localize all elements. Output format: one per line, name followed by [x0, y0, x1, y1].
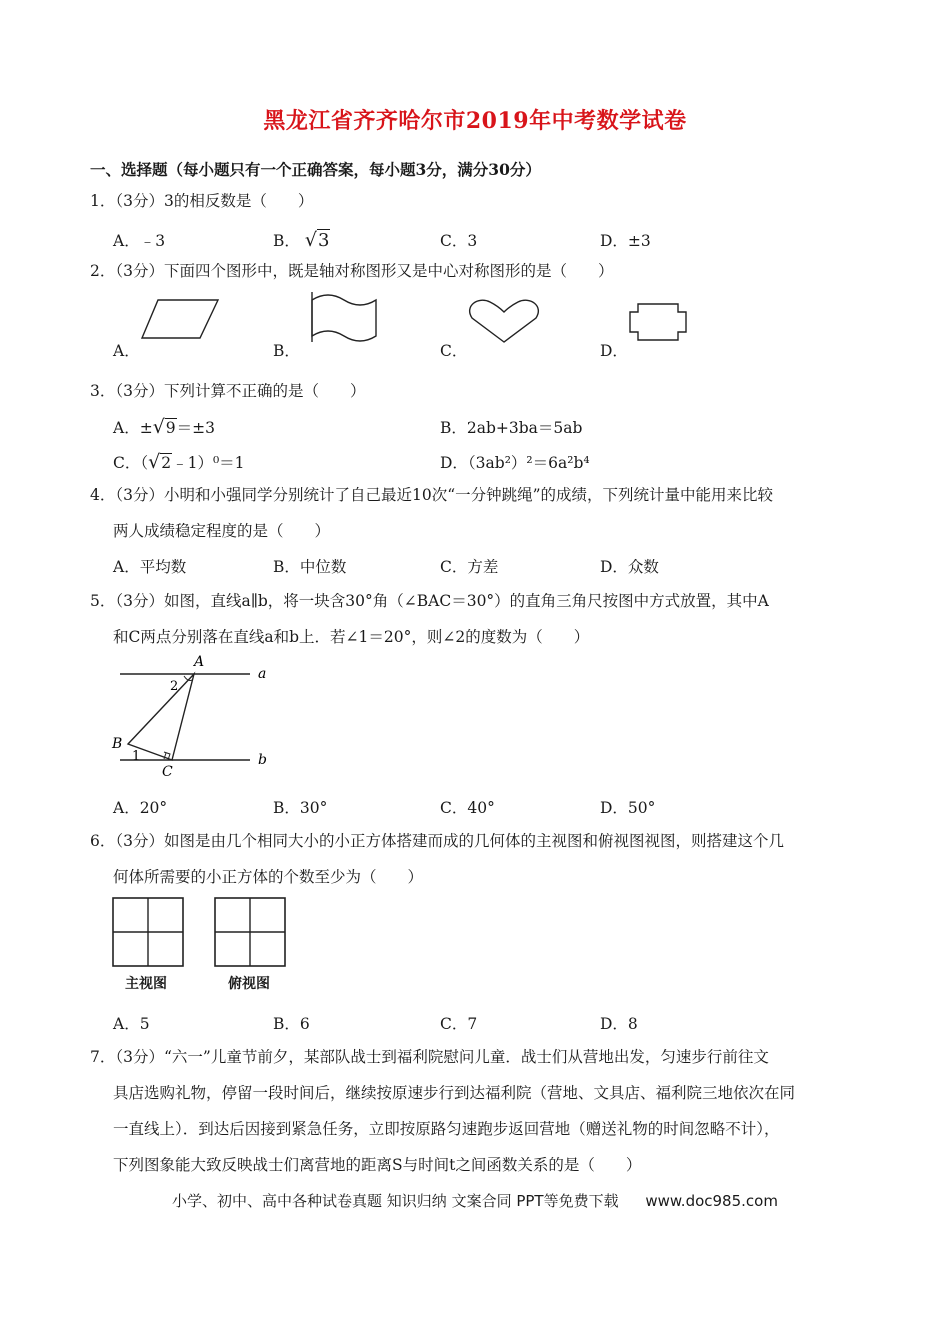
question-7-line2: 具店选购礼物，停留一段时间后，继续按原速步行到达福利院（营地、文具店、福利院三地依次在同 [113, 1084, 796, 1102]
q3-option-c-prefix: C．（ [113, 454, 149, 472]
front-view-label: 主视图 [125, 976, 167, 992]
cross-shape-figure [626, 302, 690, 342]
q3-option-c-suffix: ﹣1）⁰＝1 [172, 454, 245, 472]
q2-option-c: C． [440, 342, 468, 360]
question-2-stem: 2．（3分）下面四个图形中，既是轴对称图形又是中心对称图形的是（ ） [90, 262, 614, 280]
q1-option-b [273, 229, 330, 251]
q4-option-c: C．方差 [440, 558, 499, 576]
label-line-b: b [258, 752, 267, 768]
sqrt-icon: √ [148, 451, 161, 473]
q5-option-b: B．30° [273, 799, 328, 817]
question-7-line3: 一直线上）．到达后因接到紧急任务，立即按原路匀速跑步返回营地（赠送礼物的时间忽略不计）， [113, 1120, 780, 1138]
flag-shape-figure [308, 292, 380, 344]
question-7-line1: 7．（3分）“六一”儿童节前夕，某部队战士到福利院慰问儿童．战士们从营地出发，匀速步行前往文 [90, 1048, 769, 1066]
q5-option-d: D．50° [600, 799, 656, 817]
question-7-line4: 下列图象能大致反映战士们离营地的距离S与时间t之间函数关系的是（ ） [113, 1156, 642, 1174]
q6-option-a: A．5 [113, 1015, 150, 1033]
top-view-label: 俯视图 [228, 976, 270, 992]
q6-option-d: D．8 [600, 1015, 638, 1033]
label-angle-1: 1 [132, 749, 141, 764]
q3-option-a-radicand: 9 [165, 419, 176, 437]
sqrt-icon: √ [304, 229, 317, 251]
heart-shape-figure [468, 298, 540, 344]
q3-option-d: D．（3ab²）²＝6a²b⁴ [440, 454, 590, 472]
section-heading: 一、选择题（每小题只有一个正确答案，每小题3分，满分30分） [90, 160, 541, 179]
page-footer [0, 1190, 950, 1211]
q1-option-b-prefix: B． [273, 232, 300, 250]
q3-option-b: B．2ab+3ba＝5ab [440, 419, 583, 437]
q3-option-a-suffix: ＝±3 [176, 419, 216, 437]
q3-option-a [113, 416, 215, 438]
q5-option-a: A．20° [113, 799, 168, 817]
question-4-stem-line1: 4．（3分）小明和小强同学分别统计了自己最近10次“一分钟跳绳”的成绩，下列统计量中能用来比较 [90, 486, 774, 504]
question-1-stem: 1．（3分）3的相反数是（ ） [90, 192, 314, 210]
q3-option-a-prefix: A．± [113, 419, 153, 437]
parallelogram-figure [140, 298, 220, 342]
question-3-stem: 3．（3分）下列计算不正确的是（ ） [90, 382, 366, 400]
q6-option-c: C．7 [440, 1015, 478, 1033]
label-point-a: A [194, 654, 205, 670]
sqrt-icon: √ [152, 416, 165, 438]
label-angle-2: 2 [170, 679, 179, 694]
q2-option-a: A． [113, 342, 140, 360]
q3-option-c [113, 451, 245, 473]
q3-option-c-radicand: 2 [161, 454, 172, 472]
q1-option-c: C．3 [440, 232, 478, 250]
footer-site[interactable]: www.doc985.com [645, 1192, 778, 1210]
q2-option-b: B． [273, 342, 300, 360]
question-6-stem-line1: 6．（3分）如图是由几个相同大小的小正方体搭建而成的几何体的主视图和俯视图视图，则搭建这个几 [90, 832, 784, 850]
q1-option-b-radicand: 3 [317, 230, 330, 251]
parallel-lines-triangle-figure [110, 652, 280, 780]
q4-option-d: D．众数 [600, 558, 659, 576]
question-4-stem-line2: 两人成绩稳定程度的是（ ） [113, 522, 331, 540]
page-title: 黑龙江省齐齐哈尔市2019年中考数学试卷 [263, 108, 687, 134]
label-line-a: a [258, 666, 267, 682]
footer-text: 小学、初中、高中各种试卷真题 知识归纳 文案合同 PPT等免费下载 [172, 1192, 619, 1210]
q4-option-a: A．平均数 [113, 558, 187, 576]
question-5-stem-line2: 和C两点分别落在直线a和b上．若∠1＝20°，则∠2的度数为（ ） [113, 628, 590, 646]
front-view-grid-figure [112, 897, 186, 967]
q1-option-a: A．﹣3 [113, 232, 166, 250]
question-6-stem-line2: 何体所需要的小正方体的个数至少为（ ） [113, 868, 424, 886]
label-point-b: B [112, 736, 123, 752]
question-5-stem-line1: 5．（3分）如图，直线a∥b，将一块含30°角（∠BAC＝30°）的直角三角尺按图中方式放置，其中A [90, 592, 769, 610]
q5-option-c: C．40° [440, 799, 495, 817]
q2-option-d: D． [600, 342, 628, 360]
q4-option-b: B．中位数 [273, 558, 347, 576]
top-view-grid-figure [214, 897, 288, 967]
label-point-c: C [162, 764, 173, 780]
q6-option-b: B．6 [273, 1015, 310, 1033]
q1-option-d: D．±3 [600, 232, 651, 250]
